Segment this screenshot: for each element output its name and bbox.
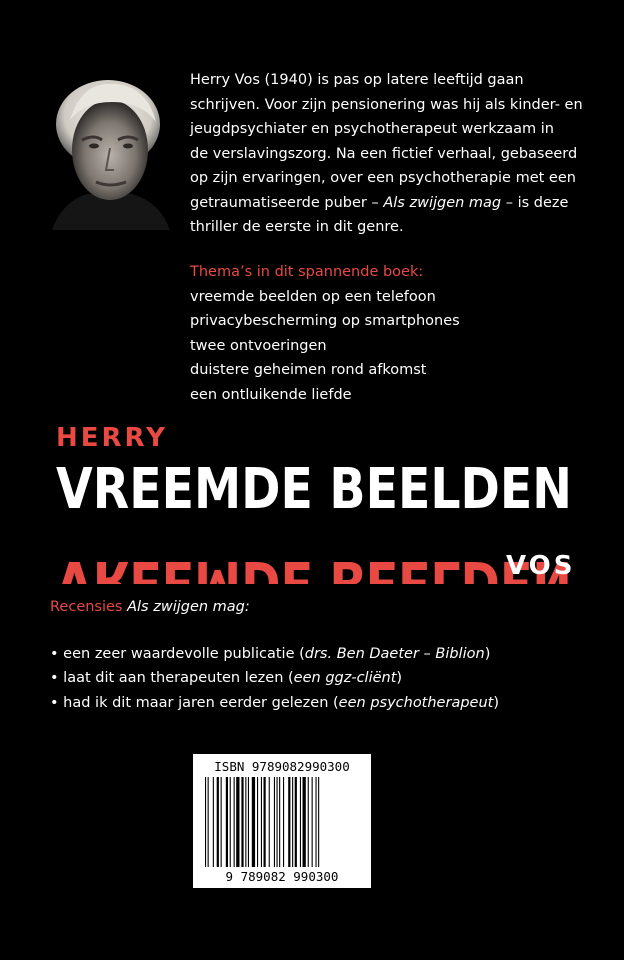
logo-title: VREEMDE BEELDEN [56,457,572,522]
barcode-bar [248,777,249,867]
review-end: ) [493,694,500,711]
barcode-bar [257,777,258,867]
theme-item: twee ontvoeringen [190,337,327,354]
barcode-bar [217,777,219,867]
theme-item: een ontluikende liefde [190,386,352,403]
review-end: ) [396,670,403,686]
author-portrait-image [42,62,176,230]
review-end: ) [484,645,491,662]
review-source: een ggz-cliënt [293,670,397,686]
barcode-graphic [193,754,371,888]
reviews-book-title: Als zwijgen mag: [127,599,250,615]
title-logo-graphic [56,424,576,584]
bio-line: thriller de eerste in dit genre. [190,219,404,235]
review-text: een zeer waardevolle publicatie ( [63,645,305,662]
barcode-bar [300,777,301,867]
isbn-barcode [193,754,371,888]
barcode-bar [241,777,243,867]
bio-line: op zijn ervaringen, over een psychotherapie met een [190,170,576,186]
barcode-bar [245,777,246,867]
barcode-bar [236,777,239,867]
barcode-bar [213,777,214,867]
barcode-bar [234,777,235,867]
bio-line [190,191,590,216]
theme-item: duistere geheimen rond afkomst [190,362,427,378]
title-logo [56,424,576,584]
bio-line: de verslavingszorg. Na een fictief verhaal, gebaseerd [190,145,578,162]
barcode-bar [292,777,293,867]
review-source: een psychotherapeut [338,694,494,711]
barcode-bar [208,777,209,867]
bio-line: schrijven. Voor zijn pensionering was hij als kinder- en [190,96,583,113]
barcode-bar [308,777,309,867]
barcode-digits: 9 789082 990300 [225,869,339,884]
review-item [50,691,570,716]
review-source: drs. Ben Daeter – Biblion [304,645,485,662]
barcode-bar [264,777,266,867]
review-item [50,642,570,667]
barcode-bar [269,777,270,867]
themes-heading: Thema’s in dit spannende boek: [190,264,424,280]
barcode-bar [226,777,228,867]
reviews-label: Recensies [50,599,123,615]
bio-line: Herry Vos (1940) is pas op latere leeftijd gaan [190,72,524,88]
author-bio [190,68,590,240]
barcode-bar [261,777,262,867]
author-photo [42,62,176,230]
barcode-isbn-label: ISBN 9789082990300 [214,759,350,774]
barcode-bar [221,777,222,867]
bio-text: – is deze [501,194,569,211]
reviews-section [50,595,570,715]
barcode-bar [318,777,319,867]
barcode-bar [279,777,280,867]
bio-book-title: Als zwijgen mag [383,194,502,211]
theme-item: privacybescherming op smartphones [190,313,460,329]
barcode-bar [274,777,275,867]
barcode-bar [295,777,297,867]
themes-list [190,285,590,408]
themes-section [190,260,590,407]
reviews-heading [50,595,570,620]
logo-title-mirror: VREEMDE BEELDEN [56,548,572,584]
reviews-list [50,642,570,716]
logo-first-name: HERRY [56,424,168,453]
barcode-bar [230,777,231,867]
barcode-bar [312,777,313,867]
theme-item: vreemde beelden op een telefoon [190,288,436,305]
logo-last-name: VOS [506,551,576,581]
barcode-bar [205,777,206,867]
bio-text: getraumatiseerde puber – [190,194,384,211]
barcode-bar [277,777,278,867]
review-text: laat dit aan therapeuten lezen ( [63,670,294,686]
barcode-bar [303,777,306,867]
review-item [50,666,570,691]
barcode-bar [316,777,317,867]
barcode-bar [283,777,284,867]
bio-line: jeugdpsychiater en psychotherapeut werkzaam in [190,121,554,137]
barcode-bar [252,777,255,867]
review-text: had ik dit maar jaren eerder gelezen ( [63,694,339,711]
barcode-bar [288,777,290,867]
